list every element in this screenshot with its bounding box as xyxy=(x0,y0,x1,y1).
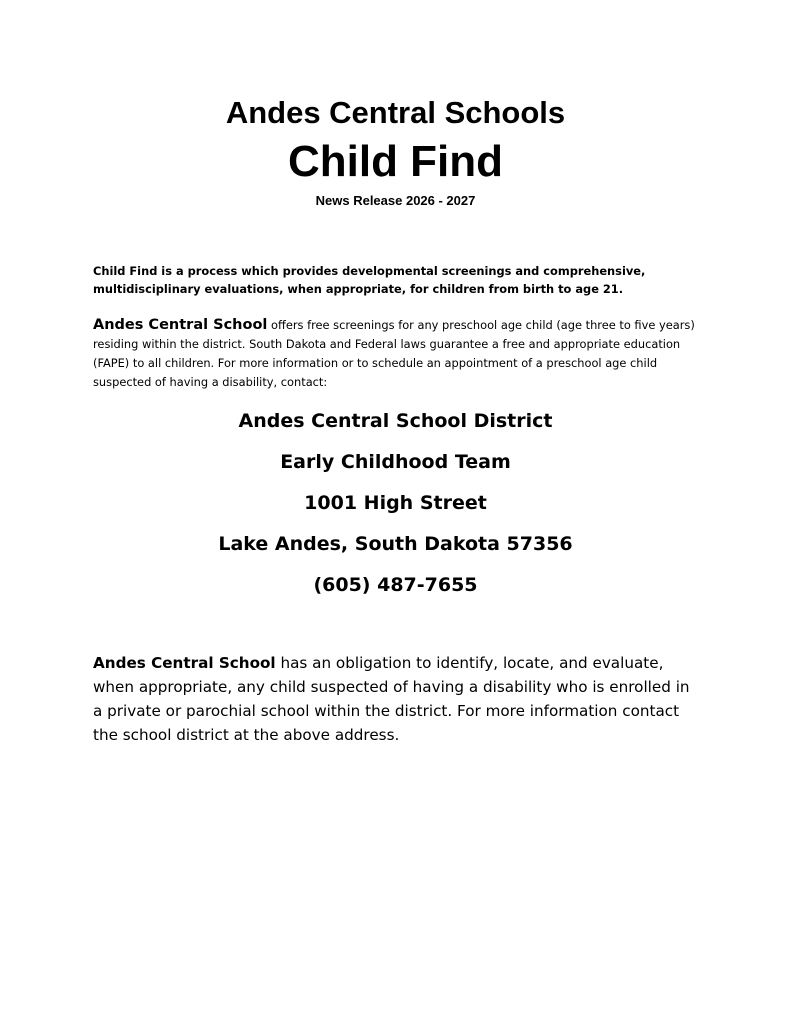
screening-lead: Andes Central School xyxy=(93,317,268,333)
contact-district: Andes Central School District xyxy=(238,410,553,432)
screening-text: offers free screenings for any preschool age child (age three to five years) residing within the district. South Dakota and Federal laws guarantee a free and appropriate education (FAPE) to all children. For more information or to schedule an appointment of a preschool age child suspected of having a disability, contact: xyxy=(93,318,695,389)
document-header xyxy=(0,92,791,210)
release-subtitle: News Release 2026 - 2027 xyxy=(315,193,476,208)
contact-phone: (605) 487-7655 xyxy=(313,574,478,596)
intro-paragraph: Child Find is a process which provides developmental screenings and comprehensive, multidisciplinary evaluations, when appropriate, for children from birth to age 21. xyxy=(93,264,646,296)
contact-city: Lake Andes, South Dakota 57356 xyxy=(218,533,573,555)
contact-street: 1001 High Street xyxy=(304,492,487,514)
page-title: Child Find xyxy=(287,137,504,186)
organization-name: Andes Central Schools xyxy=(225,95,566,130)
contact-team: Early Childhood Team xyxy=(280,451,511,473)
obligation-paragraph xyxy=(93,651,703,747)
obligation-lead: Andes Central School xyxy=(93,654,276,672)
screening-paragraph xyxy=(93,316,703,392)
contact-block xyxy=(0,403,791,608)
obligation-text: has an obligation to identify, locate, and evaluate, when appropriate, any child suspected of having a disability who is enrolled in a private or parochial school within the district. For more information contact the school district at the above address. xyxy=(93,654,690,744)
